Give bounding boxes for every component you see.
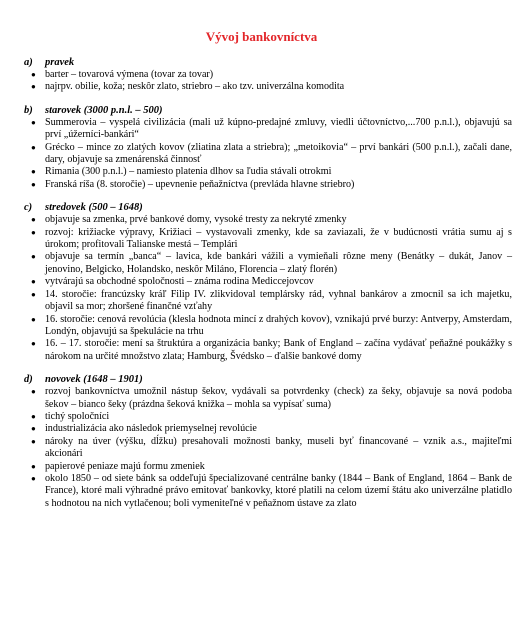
list-item-text: objavuje sa termín „banca“ – lavica, kde bankári vážili a vymieňali rôzne meny (Benátky – dukát, Janov – jenovino, Belgicko, Holandsko, neskôr Miláno, Florencia – zlatý florén) (45, 251, 512, 275)
section-2 (24, 104, 512, 191)
list-item-text: rozvoj bankovníctva umožnil nástup šekov, vydávali sa potvrdenky (check) za šeky, objavuje sa nová podoba šekov – bianco šeky (prázdna šeková knižka – mohla sa vypísať suma) (45, 386, 512, 410)
list-item-text: nároky na úver (výšku, dĺžku) presahovali možnosti banky, museli byť financované – vznik a.s., majiteľmi akcionári (45, 435, 512, 460)
list-item (24, 227, 512, 252)
bullet-icon: ● (31, 277, 36, 287)
bullet-list (24, 69, 512, 94)
section-heading-text: starovek (3000 p.n.l. – 500) (45, 104, 163, 116)
list-item-text: okolo 1850 – od siete bánk sa oddeľujú špecializované centrálne banky (1844 – Bank of England, 1864 – Bank de France), ktoré mali výhradné právo emitovať bankovky, ktoré platili na celom území štátu ako univerzálne platidlo s hodnotou na nich vytlačenou; boli vymeniteľné v peňažnom ústave za zlato (45, 472, 512, 509)
list-item-text: objavuje sa zmenka, prvé bankové domy, vysoké tresty za nekryté zmenky (45, 214, 347, 226)
section-heading-text: pravek (45, 57, 75, 68)
section-letter: b) (24, 104, 33, 116)
list-item (24, 81, 512, 93)
list-item (24, 117, 512, 142)
list-item (24, 289, 512, 314)
section-letter: c) (24, 202, 33, 214)
list-item-text: vytvárajú sa obchodné spoločnosti – známa rodina Medicceјovcov (45, 276, 314, 288)
section-letter: d) (24, 374, 33, 386)
bullet-list (24, 214, 512, 363)
section-heading (24, 56, 512, 69)
section-3 (24, 201, 512, 363)
bullet-icon: ● (31, 82, 36, 92)
bullet-icon: ● (31, 436, 36, 446)
section-4 (24, 373, 512, 510)
bullet-icon: ● (31, 252, 36, 262)
list-item (24, 436, 512, 461)
list-item-text: Summerovia – vyspelá civilizácia (mali už kúpno-predajné zmluvy, viedli účtovníctvo,...700 p.n.l.), objavujú sa prví „úžerníci-bankári“ (45, 116, 512, 141)
list-item (24, 338, 512, 363)
bullet-icon: ● (31, 289, 36, 299)
bullet-icon: ● (31, 411, 36, 421)
list-item (24, 461, 512, 473)
list-item (24, 276, 512, 288)
section-heading (24, 104, 512, 117)
list-item (24, 386, 512, 411)
list-item (24, 166, 512, 178)
bullet-icon: ● (31, 339, 36, 349)
list-item-text: papierové peniaze majú formu zmeniek (45, 460, 205, 472)
section-letter: a) (24, 57, 33, 68)
section-heading (24, 373, 512, 386)
list-item-text: industrializácia ako následok priemyselnej revolúcie (45, 423, 257, 435)
bullet-icon: ● (31, 461, 36, 471)
bullet-icon: ● (31, 227, 36, 237)
list-item-text: Rimania (300 p.n.l.) – namiesto platenia dlhov sa ľudia stávali otrokmi (45, 166, 332, 178)
section-1 (24, 56, 512, 94)
bullet-icon: ● (31, 142, 36, 152)
bullet-icon: ● (31, 167, 36, 177)
bullet-icon: ● (31, 424, 36, 434)
bullet-list (24, 386, 512, 510)
bullet-icon: ● (31, 314, 36, 324)
section-heading-text: stredovek (500 – 1648) (45, 202, 143, 214)
list-item-text: Franská ríša (8. storočie) – upevnenie peňažníctva (prevláda hlavne striebro) (45, 178, 355, 190)
list-item (24, 473, 512, 510)
bullet-icon: ● (31, 473, 36, 483)
section-heading-text: novovek (1648 – 1901) (45, 374, 143, 386)
list-item (24, 314, 512, 339)
bullet-icon: ● (31, 70, 36, 79)
list-item-text: 16. storočie: cenová revolúcia (klesla hodnota mincí z drahých kovov), vznikajú prvé burzy: Antverpy, Amsterdam, Londýn, objavujú sa špekulácie na trhu (45, 313, 512, 337)
bullet-list (24, 117, 512, 191)
list-item (24, 179, 512, 191)
list-item-text: najrpv. obilie, koža; neskôr zlato, striebro – ako tzv. univerzálna komodita (45, 81, 345, 93)
list-item-text: Grécko – mince zo zlatých kovov (zliatina zlata a striebra); „metoikovia“ – prví bankári (500 p.n.l.), začali dane, dary, objavuje sa zmenárenská činnosť (45, 141, 512, 166)
list-item-text: 16. – 17. storočie: mení sa štruktúra a organizácia banky; Bank of England – začína vydávať peňažné poukážky s nárokom na určité množstvo zlata; Hamburg, Švédsko – ďalšie bankové domy (45, 338, 512, 362)
list-item (24, 214, 512, 226)
list-item (24, 423, 512, 435)
sections-container (24, 56, 512, 520)
section-heading (24, 201, 512, 214)
bullet-icon: ● (31, 387, 36, 397)
list-item-text: barter – tovarová výmena (tovar za tovar) (45, 69, 214, 80)
list-item (24, 69, 512, 81)
page-title: Vývoj bankovníctva (205, 29, 318, 44)
list-item (24, 411, 512, 423)
list-item (24, 142, 512, 167)
bullet-icon: ● (31, 179, 36, 189)
bullet-icon: ● (31, 215, 36, 225)
list-item-text: rozvoj: križiacke výpravy, Križiaci – vystavovali zmenky, kde sa zaviazali, že v budúcnosti vrátia sumu aj s úrokom; profitovali Talianske mestá – Templári (45, 226, 512, 251)
list-item-text: tichý spoločníci (45, 410, 110, 422)
list-item (24, 251, 512, 276)
list-item-text: 14. storočie: francúzsky kráľ Filip IV. zlikvidoval templársky rád, vyhnal bankárov a zmocnil sa ich majetku, objavil sa mor; zhoršené finančné vzťahy (45, 288, 512, 313)
bullet-icon: ● (31, 117, 36, 127)
